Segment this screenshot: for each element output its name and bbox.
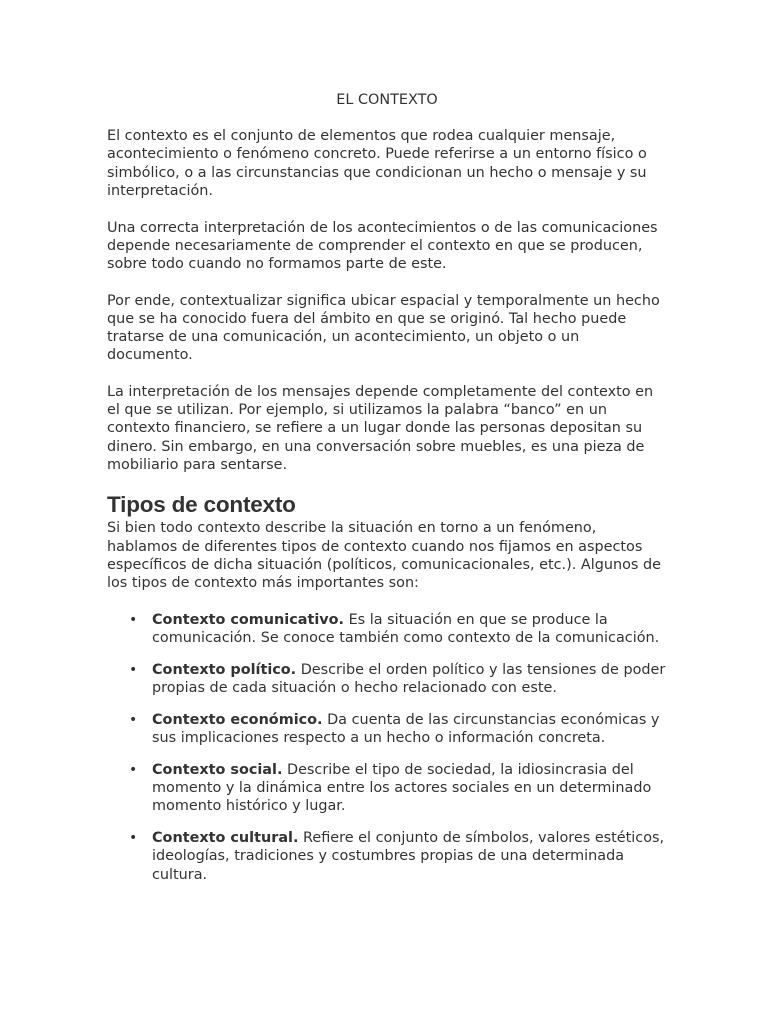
paragraph-definition: El contexto es el conjunto de elementos que rodea cualquier mensaje, acontecimiento o fenómeno concreto. Puede referirse a un entorno físico o simbólico, o a las circunstancias que condicionan un hecho o mensaje y su interpretación. — [107, 128, 647, 199]
document-page — [107, 91, 667, 897]
list-item-social — [129, 761, 667, 816]
bullet-icon: • — [129, 830, 138, 847]
list-item-cultural — [129, 829, 667, 884]
term-description: Da cuenta de las circunstancias económicas y sus implicaciones respecto a un hecho o información concreta. — [152, 712, 660, 747]
term-description: Describe el tipo de sociedad, la idiosincrasia del momento y la dinámica entre los actores sociales en un determinado momento histórico y lugar. — [152, 761, 652, 815]
bullet-icon: • — [129, 662, 138, 679]
bullet-icon: • — [129, 761, 138, 778]
term-label: Contexto social. — [152, 761, 283, 778]
bullet-icon: • — [129, 612, 138, 629]
paragraph-example: La interpretación de los mensajes depende completamente del contexto en el que se utilizan. Por ejemplo, si utilizamos la palabra “banco” en un contexto financiero, se refiere a un lugar donde las personas depositan su dinero. Sin embargo, en una conversación sobre muebles, es una pieza de mobiliario para sentarse. — [107, 383, 654, 473]
term-description: Es la situación en que se produce la comunicación. Se conoce también como contexto de la comunicación. — [152, 612, 660, 647]
section-heading: Tipos de contexto — [107, 492, 296, 518]
term-label: Contexto político. — [152, 662, 297, 679]
paragraph-contextualize: Por ende, contextualizar significa ubicar espacial y temporalmente un hecho que se ha conocido fuera del ámbito en que se originó. Tal hecho puede tratarse de una comunicación, un acontecimiento, un objeto o un documento. — [107, 292, 660, 364]
list-item-comunicativo — [129, 611, 667, 647]
term-description: Refiere el conjunto de símbolos, valores estéticos, ideologías, tradiciones y costumbres propias de una determinada cultura. — [152, 830, 665, 883]
paragraph-interpretation: Una correcta interpretación de los acontecimientos o de las comunicaciones depende necesariamente de comprender el contexto en que se producen, sobre todo cuando no formamos parte de este. — [107, 219, 658, 272]
term-label: Contexto económico. — [152, 712, 323, 729]
term-label: Contexto comunicativo. — [152, 612, 345, 629]
context-types-list — [107, 611, 667, 883]
bullet-icon: • — [129, 712, 138, 729]
term-description: Describe el orden político y las tensiones de poder propias de cada situación o hecho relacionado con este. — [152, 662, 666, 697]
document-title: EL CONTEXTO — [336, 92, 438, 108]
list-item-economico — [129, 711, 667, 747]
list-item-politico — [129, 661, 667, 697]
term-label: Contexto cultural. — [152, 830, 299, 847]
section-intro: Si bien todo contexto describe la situación en torno a un fenómeno, hablamos de diferentes tipos de contexto cuando nos fijamos en aspectos específicos de dicha situación (políticos, comunicacionales, etc.). Algunos de los tipos de contexto más importantes son: — [107, 520, 661, 592]
